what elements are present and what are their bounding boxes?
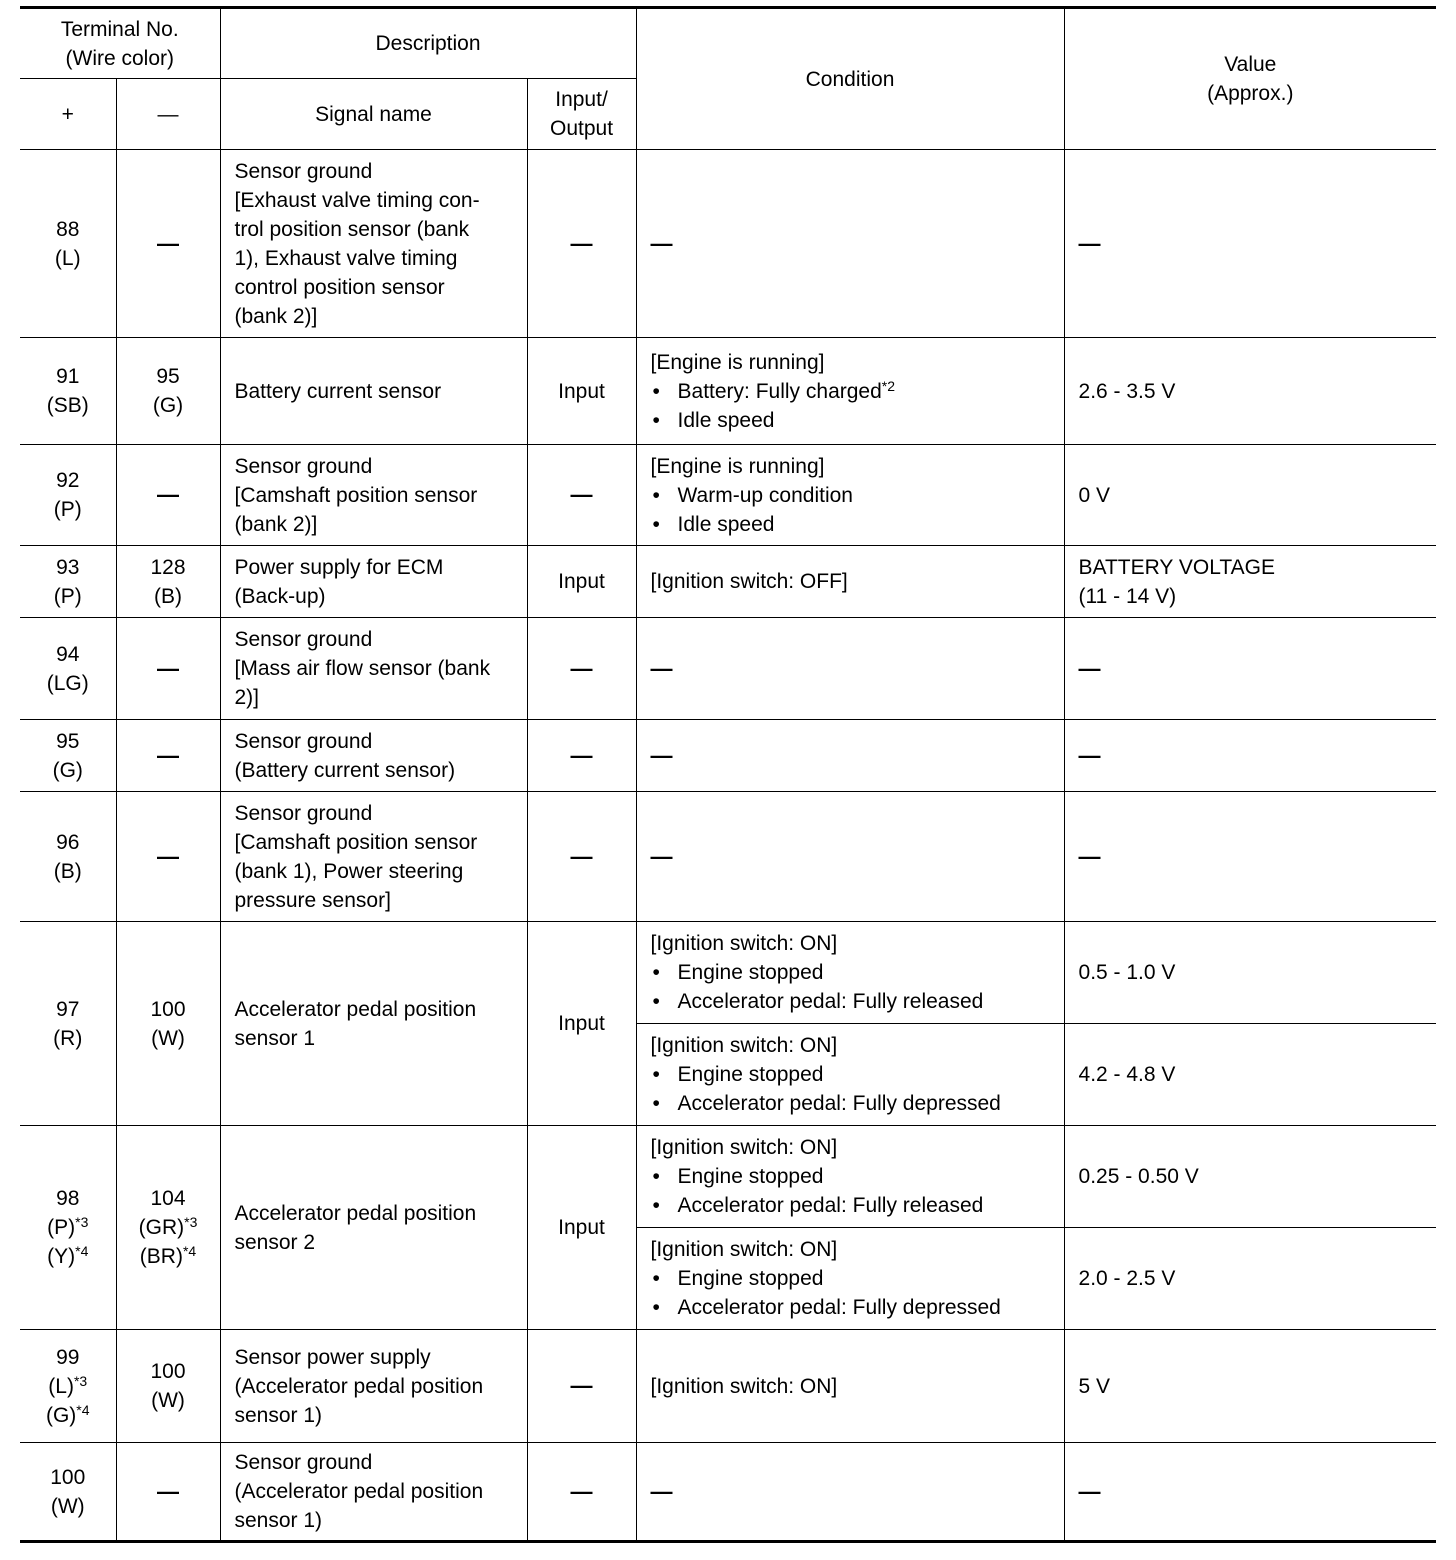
signal-name: Sensor ground (Battery current sensor) (220, 720, 527, 792)
table-row (20, 1126, 1436, 1228)
signal-name: Power supply for ECM (Back-up) (220, 546, 527, 618)
condition-bullet (651, 510, 1050, 539)
terminal-line-text: 98 (56, 1187, 80, 1210)
condition-heading: [Ignition switch: ON] (650, 932, 838, 955)
terminal-line (121, 1184, 216, 1213)
value (1064, 792, 1436, 922)
condition-bullet-label: Engine stopped (677, 961, 824, 984)
footnote-mark: *4 (182, 1243, 197, 1259)
terminal-minus (116, 618, 220, 720)
bullet-dot-icon: • (652, 1165, 660, 1188)
footnote-mark: *3 (75, 1214, 89, 1230)
condition-bullet-text (678, 1191, 984, 1220)
condition-bullet-label: Accelerator pedal: Fully depressed (677, 1092, 1001, 1115)
signal-name: Sensor ground [Mass air flow sensor (bank 2)] (220, 618, 527, 720)
input-output (527, 618, 636, 720)
terminal-minus (116, 1126, 220, 1330)
table-row (20, 792, 1436, 922)
terminal-line-text: (Y) (47, 1245, 76, 1268)
terminal-plus: 97 (R) (20, 922, 116, 1126)
terminal-line (24, 1401, 112, 1430)
condition-bullet (651, 1264, 1050, 1293)
condition-heading: [Ignition switch: ON] (650, 1374, 838, 1398)
value: 0.5 - 1.0 V (1064, 922, 1436, 1024)
dash-mark: — (650, 230, 673, 256)
dash-mark: — (570, 482, 593, 507)
input-output: Input (527, 338, 636, 445)
document (20, 6, 1436, 1543)
condition (636, 1126, 1064, 1228)
condition-bullet-text (678, 1060, 824, 1089)
condition-bullet-label: Idle speed (677, 512, 775, 536)
terminal-line (24, 1184, 112, 1213)
terminal-line (24, 1242, 112, 1271)
condition-heading: [Ignition switch: ON] (650, 1136, 838, 1159)
dash-mark: — (570, 1373, 593, 1398)
terminal-line (24, 1343, 112, 1372)
condition-bullet-text (678, 1293, 1001, 1322)
input-output (527, 445, 636, 546)
dash-mark: — (570, 742, 593, 768)
dash-mark: — (1078, 1478, 1101, 1504)
footnote-mark: *2 (881, 377, 896, 394)
condition-bullet (651, 1191, 1050, 1220)
terminal-line-text: 104 (150, 1187, 186, 1210)
table-row (20, 922, 1436, 1024)
condition-bullet-text (678, 1089, 1001, 1118)
dash-mark: — (1078, 742, 1101, 768)
terminal-minus: 100 (W) (116, 1330, 220, 1443)
dash-mark: — (157, 742, 179, 768)
bullet-dot-icon: • (652, 1092, 660, 1115)
terminal-plus (20, 1330, 116, 1443)
terminal-line-text: (P) (47, 1216, 76, 1239)
table-row (20, 618, 1436, 720)
condition-bullet-label: Accelerator pedal: Fully released (677, 990, 984, 1013)
terminal-minus (116, 445, 220, 546)
condition-bullet-label: Battery: Fully charged (677, 379, 882, 403)
terminal-minus: 95 (G) (116, 338, 220, 445)
condition (636, 618, 1064, 720)
dash-mark: — (1078, 230, 1101, 256)
condition-bullet (651, 1060, 1050, 1089)
bullet-dot-icon: • (652, 483, 660, 507)
value: 2.0 - 2.5 V (1064, 1228, 1436, 1330)
condition (636, 445, 1064, 546)
condition-bullet-label: Idle speed (677, 408, 775, 432)
condition-bullet-text (678, 377, 896, 406)
condition-bullet (651, 481, 1050, 510)
header-signal-name: Signal name (220, 79, 527, 150)
header-terminal: Terminal No. (Wire color) (20, 8, 220, 79)
condition-heading: [Engine is running] (650, 350, 825, 374)
condition (636, 922, 1064, 1024)
dash-mark: — (157, 482, 179, 507)
dash-mark: — (157, 230, 179, 256)
header-value: Value (Approx.) (1064, 8, 1436, 150)
input-output (527, 1443, 636, 1542)
table-row (20, 445, 1436, 546)
bullet-dot-icon: • (652, 1267, 660, 1290)
terminal-minus (116, 1443, 220, 1542)
dash-mark: — (570, 655, 593, 681)
value: 0.25 - 0.50 V (1064, 1126, 1436, 1228)
terminal-line (24, 1213, 112, 1242)
input-output (527, 1330, 636, 1443)
footnote-mark: *4 (76, 1401, 90, 1418)
terminal-plus: 94 (LG) (20, 618, 116, 720)
table-row (20, 150, 1436, 338)
condition-bullet-label: Warm-up condition (677, 483, 853, 507)
dash-mark: — (1078, 843, 1101, 869)
terminal-minus: 100 (W) (116, 922, 220, 1126)
terminal-line-text: (BR) (139, 1245, 183, 1268)
header-description: Description (220, 8, 636, 79)
bullet-dot-icon: • (652, 379, 660, 403)
dash-mark: — (157, 843, 179, 869)
condition-bullet-label: Engine stopped (677, 1267, 824, 1290)
condition-bullet (651, 987, 1050, 1016)
bullet-dot-icon: • (652, 1063, 660, 1086)
condition-heading: [Ignition switch: ON] (650, 1034, 838, 1057)
condition-bullet-text (678, 987, 984, 1016)
terminal-line-text: (GR) (138, 1216, 185, 1239)
terminal-plus: 91 (SB) (20, 338, 116, 445)
signal-name: Sensor ground (Accelerator pedal position sensor 1) (220, 1443, 527, 1542)
condition (636, 1024, 1064, 1126)
terminal-table (20, 6, 1436, 1543)
condition-bullet-label: Engine stopped (677, 1165, 824, 1188)
header-minus: — (116, 79, 220, 150)
signal-name: Accelerator pedal position sensor 1 (220, 922, 527, 1126)
condition-bullet-label: Accelerator pedal: Fully released (677, 1194, 984, 1217)
condition (636, 720, 1064, 792)
dash-mark: — (157, 655, 179, 681)
value: 5 V (1064, 1330, 1436, 1443)
input-output (527, 720, 636, 792)
condition-bullet-text (678, 1264, 824, 1293)
terminal-line-text: 99 (56, 1345, 80, 1369)
bullet-dot-icon: • (652, 990, 660, 1013)
header-condition: Condition (636, 8, 1064, 150)
footnote-mark: *4 (75, 1243, 89, 1259)
table-row (20, 1443, 1436, 1542)
terminal-minus: 128 (B) (116, 546, 220, 618)
terminal-minus (116, 150, 220, 338)
terminal-line (121, 1242, 216, 1271)
table-row (20, 546, 1436, 618)
terminal-line (121, 1213, 216, 1242)
terminal-minus (116, 792, 220, 922)
terminal-plus: 100 (W) (20, 1443, 116, 1542)
terminal-line-text: (L) (48, 1374, 74, 1398)
terminal-plus: 92 (P) (20, 445, 116, 546)
value (1064, 720, 1436, 792)
table-header (20, 8, 1436, 150)
condition-bullet-text (678, 510, 775, 539)
footnote-mark: *3 (184, 1214, 198, 1230)
signal-name: Sensor ground [Exhaust valve timing con- trol position sensor (bank 1), Exhaust valve timing control position sensor (bank 2)] (220, 150, 527, 338)
value: BATTERY VOLTAGE (11 - 14 V) (1064, 546, 1436, 618)
input-output: Input (527, 546, 636, 618)
condition-bullet (651, 377, 1050, 406)
terminal-plus (20, 1126, 116, 1330)
value (1064, 1443, 1436, 1542)
signal-name: Accelerator pedal position sensor 2 (220, 1126, 527, 1330)
bullet-dot-icon: • (652, 408, 660, 432)
value: 0 V (1064, 445, 1436, 546)
dash-mark: — (570, 230, 593, 256)
condition (636, 1330, 1064, 1443)
value (1064, 618, 1436, 720)
dash-mark: — (570, 843, 593, 869)
table-body (20, 150, 1436, 1542)
condition (636, 546, 1064, 618)
condition-bullet (651, 1089, 1050, 1118)
terminal-plus: 93 (P) (20, 546, 116, 618)
header-input-output: Input/ Output (527, 79, 636, 150)
dash-mark: — (1078, 655, 1101, 681)
value: 2.6 - 3.5 V (1064, 338, 1436, 445)
terminal-line (24, 1372, 112, 1401)
condition-bullet-label: Engine stopped (677, 1063, 824, 1086)
bullet-dot-icon: • (652, 1194, 660, 1217)
dash-mark: — (570, 1478, 593, 1504)
condition (636, 338, 1064, 445)
table-row (20, 338, 1436, 445)
terminal-minus (116, 720, 220, 792)
condition-bullet (651, 1293, 1050, 1322)
condition-bullet (651, 1162, 1050, 1191)
condition (636, 1443, 1064, 1542)
bullet-dot-icon: • (652, 961, 660, 984)
dash-mark: — (650, 742, 673, 768)
condition-bullet (651, 406, 1050, 435)
condition-bullet-text (678, 406, 775, 435)
condition-bullet-text (678, 1162, 824, 1191)
input-output: Input (527, 1126, 636, 1330)
dash-mark: — (157, 1478, 179, 1504)
signal-name: Sensor power supply (Accelerator pedal position sensor 1) (220, 1330, 527, 1443)
terminal-plus: 88 (L) (20, 150, 116, 338)
condition (636, 150, 1064, 338)
dash-mark: — (650, 843, 673, 869)
bullet-dot-icon: • (652, 1296, 660, 1319)
table-row (20, 1330, 1436, 1443)
condition (636, 792, 1064, 922)
terminal-plus: 95 (G) (20, 720, 116, 792)
dash-mark: — (650, 1478, 673, 1504)
condition-bullet-text (678, 481, 853, 510)
signal-name: Sensor ground [Camshaft position sensor (bank 1), Power steering pressure sensor] (220, 792, 527, 922)
condition-bullet-label: Accelerator pedal: Fully depressed (677, 1296, 1001, 1319)
condition (636, 1228, 1064, 1330)
condition-bullet-text (678, 958, 824, 987)
value (1064, 150, 1436, 338)
condition-heading: [Engine is running] (650, 454, 825, 478)
signal-name: Sensor ground [Camshaft position sensor (bank 2)] (220, 445, 527, 546)
condition-bullet (651, 958, 1050, 987)
input-output (527, 792, 636, 922)
value: 4.2 - 4.8 V (1064, 1024, 1436, 1126)
condition-heading: [Ignition switch: OFF] (650, 570, 848, 593)
signal-name: Battery current sensor (220, 338, 527, 445)
footnote-mark: *3 (73, 1372, 88, 1389)
terminal-line-text: (G) (45, 1403, 77, 1427)
table-row (20, 720, 1436, 792)
condition-heading: [Ignition switch: ON] (650, 1238, 838, 1261)
bullet-dot-icon: • (652, 512, 660, 536)
dash-mark: — (650, 655, 673, 681)
terminal-plus: 96 (B) (20, 792, 116, 922)
header-plus: + (20, 79, 116, 150)
input-output (527, 150, 636, 338)
input-output: Input (527, 922, 636, 1126)
